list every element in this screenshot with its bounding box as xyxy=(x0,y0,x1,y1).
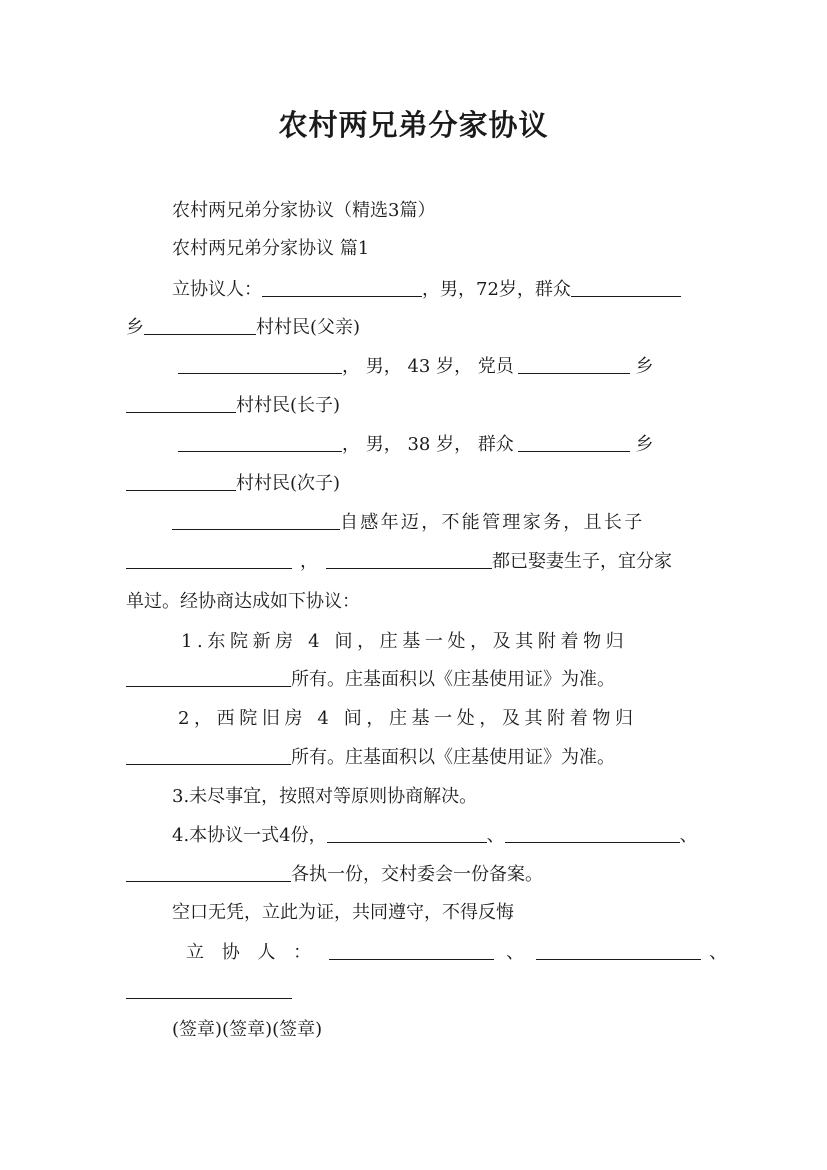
party-father-line-2: 乡 村村民(父亲) xyxy=(126,317,361,338)
blank-field[interactable] xyxy=(172,511,340,530)
item-1-line-2: 所有。庄基面积以《庄基使用证》为准。 xyxy=(126,668,704,692)
item-4-line-1: 4.本协议一式4份， 、 、 xyxy=(172,825,698,846)
blank-field[interactable] xyxy=(126,394,236,413)
preamble-line-1: 自感年迈，不能管理家务，且长子 xyxy=(126,511,750,535)
blank-field[interactable] xyxy=(144,316,256,335)
party-eldest-line: ， 男， 43 岁， 党员 乡 xyxy=(126,355,704,379)
item-2-line-1: 2，西院旧房 4 间，庄基一处，及其附着物归 xyxy=(178,708,638,729)
section-heading: 农村两兄弟分家协议 篇1 xyxy=(172,238,370,259)
signers-line: 立 协 人 ： 、 、 xyxy=(186,942,728,963)
blank-field[interactable] xyxy=(126,472,236,491)
blank-field[interactable] xyxy=(327,824,487,843)
party-younger-line-2: 村村民(次子) xyxy=(126,472,704,496)
signature-blank[interactable] xyxy=(329,941,494,960)
blank-field[interactable] xyxy=(326,550,492,569)
document-title: 农村两兄弟分家协议 xyxy=(278,108,549,142)
closing-statement: 空口无凭，立此为证，共同遵守，不得反悔 xyxy=(172,902,514,923)
item-3-line: 3.未尽事宜，按照对等原则协商解决。 xyxy=(172,786,478,807)
preamble-line-3: 单过。经协商达成如下协议： xyxy=(126,591,360,612)
blank-field[interactable] xyxy=(126,746,291,765)
party-father-line: 立协议人： ，男，72岁，群众 xyxy=(126,278,750,302)
blank-field[interactable] xyxy=(126,863,291,882)
signers-line-2 xyxy=(126,980,704,1004)
blank-field[interactable] xyxy=(126,550,292,569)
blank-field[interactable] xyxy=(518,433,630,452)
seal-placeholders: (签章)(签章)(签章) xyxy=(172,1019,323,1040)
item-1-line-1: 1.东院新房 4 间，庄基一处，及其附着物归 xyxy=(181,631,629,652)
item-4-line-2: 各执一份，交村委会一份备案。 xyxy=(126,863,704,887)
party-younger-line: ， 男， 38 岁， 群众 乡 xyxy=(126,433,704,457)
blank-field[interactable] xyxy=(518,355,630,374)
blank-field[interactable] xyxy=(178,355,342,374)
party-eldest-line-2: 村村民(长子) xyxy=(126,394,704,418)
blank-field[interactable] xyxy=(571,278,681,297)
item-2-line-2: 所有。庄基面积以《庄基使用证》为准。 xyxy=(126,746,704,770)
intro-line: 农村两兄弟分家协议（精选3篇） xyxy=(172,200,436,221)
blank-field[interactable] xyxy=(126,668,291,687)
signature-blank[interactable] xyxy=(126,980,292,999)
preamble-line-2: ， 都已娶妻生子，宜分家 xyxy=(126,550,704,574)
blank-field[interactable] xyxy=(262,278,422,297)
signature-blank[interactable] xyxy=(536,941,701,960)
blank-field[interactable] xyxy=(505,824,680,843)
blank-field[interactable] xyxy=(178,433,342,452)
